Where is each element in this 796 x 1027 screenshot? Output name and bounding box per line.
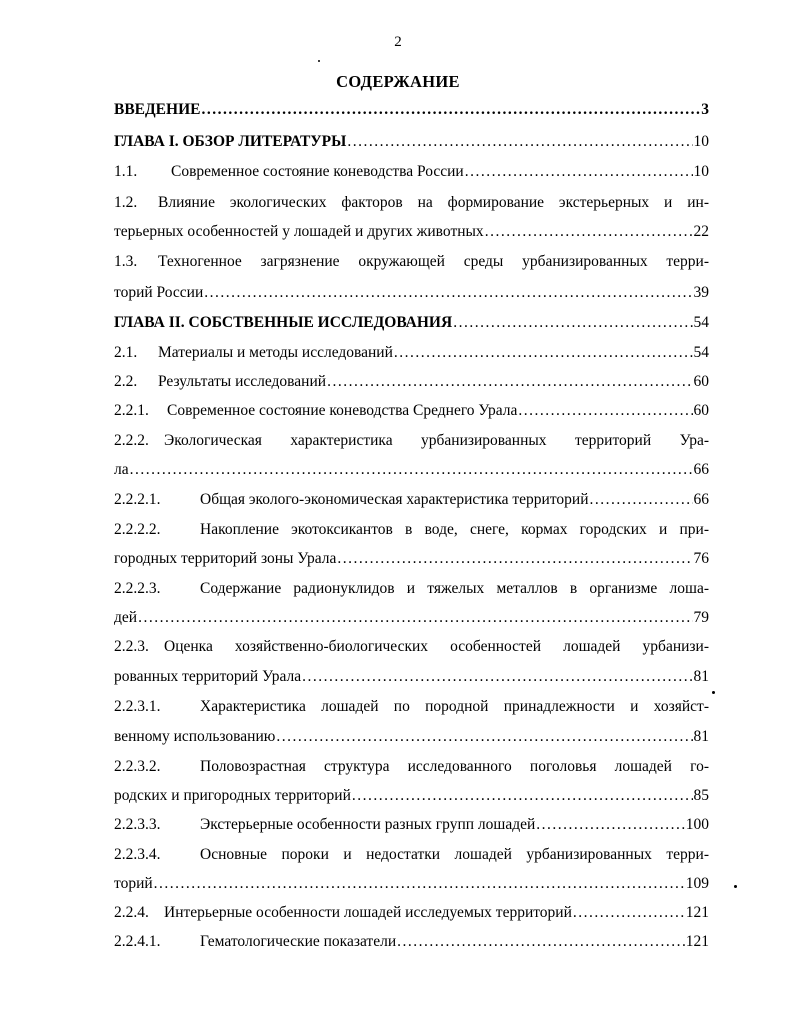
toc-entry-number: 2.2.4. — [114, 904, 149, 921]
toc-entry-page: 109 — [685, 875, 709, 892]
toc-entry-text: Общая эколого-экономическая характеристика территорий — [200, 491, 589, 508]
toc-entry-page: 85 — [693, 787, 709, 804]
toc-entry-2-2-3-1 — [114, 697, 709, 717]
toc-entry-text-cont: родских и пригородных территорий — [114, 787, 351, 804]
toc-entry-number: 2.2.3.4. — [114, 846, 161, 863]
scan-speck — [734, 885, 737, 888]
toc-entry-text: Оценка хозяйственно-биологических особенностей лошадей урбанизи- — [164, 638, 709, 655]
toc-entry-chapter-1 — [114, 132, 709, 152]
toc-entry-text: Современное состояние коневодства Среднего Урала — [167, 402, 518, 419]
toc-entry-number: 2.2.3. — [114, 638, 149, 655]
toc-entry-number: 2.2. — [114, 373, 138, 390]
toc-entry-page: 60 — [693, 373, 709, 390]
toc-entry-number: 2.1. — [114, 344, 138, 361]
toc-entry-2-2-3-1-cont — [114, 727, 709, 747]
toc-entry-2-2-2-2-cont — [114, 549, 709, 569]
toc-entry-2-1 — [114, 343, 709, 363]
toc-entry-2-2-3-2-cont — [114, 786, 709, 806]
toc-entry-text: Основные пороки и недостатки лошадей урбанизированных терри- — [200, 846, 709, 863]
toc-entry-page: 39 — [693, 284, 709, 301]
toc-entry-page: 60 — [693, 402, 709, 419]
toc-entry-1-3-cont — [114, 283, 709, 303]
toc-entry-number: 1.1. — [114, 163, 138, 180]
toc-entry-2-2-3-2 — [114, 757, 709, 777]
toc-entry-page: 76 — [693, 550, 709, 567]
toc-entry-text: ГЛАВА II. СОБСТВЕННЫЕ ИССЛЕДОВАНИЯ — [114, 314, 453, 331]
page-number: 2 — [394, 34, 402, 50]
toc-entry-page: 81 — [693, 728, 709, 745]
toc-entry-number: 2.2.2.2. — [114, 521, 161, 538]
toc-entry-2-2-4 — [114, 903, 709, 923]
toc-entry-text: Гематологические показатели — [200, 933, 397, 950]
toc-entry-2-2 — [114, 372, 709, 392]
toc-entry-page: 79 — [693, 609, 709, 626]
toc-entry-text-cont: венному использованию — [114, 728, 276, 745]
toc-entry-2-2-3-3 — [114, 815, 709, 835]
toc-entry-page: 10 — [693, 133, 709, 150]
toc-entry-chapter-2 — [114, 313, 709, 333]
toc-entry-2-2-2-1 — [114, 490, 709, 510]
scan-speck — [318, 60, 320, 62]
toc-entry-number: 2.2.3.2. — [114, 758, 161, 775]
toc-entry-text: Современное состояние коневодства России — [171, 163, 464, 180]
toc-entry-text-cont: торий — [114, 875, 153, 892]
toc-entry-2-2-1 — [114, 401, 709, 421]
toc-entry-text: Интерьерные особенности лошадей исследуемых территорий — [164, 904, 572, 921]
toc-entry-text: Результаты исследований — [158, 373, 327, 390]
toc-entry-page: 3 — [701, 101, 709, 118]
toc-entry-2-2-2-2 — [114, 520, 709, 540]
toc-entry-page: 121 — [685, 933, 709, 950]
toc-entry-page: 121 — [685, 904, 709, 921]
toc-entry-text: Техногенное загрязнение окружающей среды урбанизированных терри- — [158, 253, 709, 270]
toc-entry-1-2-cont — [114, 222, 709, 242]
toc-entry-page: 100 — [685, 816, 709, 833]
toc-entry-1-2 — [114, 193, 709, 213]
toc-entry-number: 2.2.2. — [114, 432, 149, 449]
toc-entry-introduction — [114, 100, 709, 120]
toc-entry-2-2-2-cont — [114, 460, 709, 480]
toc-entry-text-cont: городных территорий зоны Урала — [114, 550, 337, 567]
toc-entry-text: Характеристика лошадей по породной принадлежности и хозяйст- — [200, 698, 709, 715]
toc-entry-1-1 — [114, 162, 709, 182]
toc-entry-page: 10 — [693, 163, 709, 180]
toc-entry-page: 66 — [693, 491, 709, 508]
scan-speck — [712, 691, 715, 694]
toc-entry-page: 54 — [693, 314, 709, 331]
toc-entry-2-2-2-3-cont — [114, 608, 709, 628]
toc-entry-number: 2.2.3.1. — [114, 698, 161, 715]
toc-entry-1-3 — [114, 252, 709, 272]
toc-entry-text: Накопление экотоксикантов в воде, снеге, кормах городских и при- — [200, 521, 709, 538]
toc-entry-text: Половозрастная структура исследованного поголовья лошадей го- — [200, 758, 709, 775]
toc-entry-text-cont: торий России — [114, 284, 204, 301]
toc-entry-2-2-3-4-cont — [114, 874, 709, 894]
toc-entry-page: 66 — [693, 461, 709, 478]
toc-entry-2-2-2-3 — [114, 579, 709, 599]
toc-entry-page: 81 — [693, 668, 709, 685]
toc-entry-text: ГЛАВА I. ОБЗОР ЛИТЕРАТУРЫ — [114, 133, 347, 150]
toc-entry-2-2-4-1 — [114, 932, 709, 952]
toc-entry-number: 2.2.3.3. — [114, 816, 161, 833]
toc-entry-text: Экстерьерные особенности разных групп лошадей — [200, 816, 536, 833]
toc-entry-2-2-3-4 — [114, 845, 709, 865]
toc-entry-number: 2.2.2.3. — [114, 580, 161, 597]
toc-entry-page: 22 — [693, 223, 709, 240]
toc-entry-page: 54 — [693, 344, 709, 361]
toc-entry-text: Материалы и методы исследований — [158, 344, 393, 361]
toc-entry-number: 2.2.2.1. — [114, 491, 161, 508]
toc-entry-number: 1.3. — [114, 253, 138, 270]
toc-entry-2-2-3 — [114, 637, 709, 657]
toc-entry-number: 2.2.1. — [114, 402, 149, 419]
toc-entry-text: ВВЕДЕНИЕ — [114, 101, 201, 118]
toc-entry-text: Экологическая характеристика урбанизированных территорий Ура- — [164, 432, 709, 449]
toc-entry-text-cont: терьерных особенностей у лошадей и других животных — [114, 223, 484, 240]
toc-entry-2-2-2 — [114, 431, 709, 451]
toc-entry-text: Влияние экологических факторов на формирование экстерьерных и ин- — [158, 194, 709, 211]
page-title: СОДЕРЖАНИЕ — [336, 72, 460, 91]
toc-entry-number: 1.2. — [114, 194, 138, 211]
toc-entry-text: Содержание радионуклидов и тяжелых металлов в организме лоша- — [200, 580, 709, 597]
toc-entry-text-cont: рованных территорий Урала — [114, 668, 302, 685]
toc-entry-text-cont: ла — [114, 461, 129, 478]
toc-entry-text-cont: дей — [114, 609, 138, 626]
toc-entry-number: 2.2.4.1. — [114, 933, 161, 950]
toc-entry-2-2-3-cont — [114, 667, 709, 687]
